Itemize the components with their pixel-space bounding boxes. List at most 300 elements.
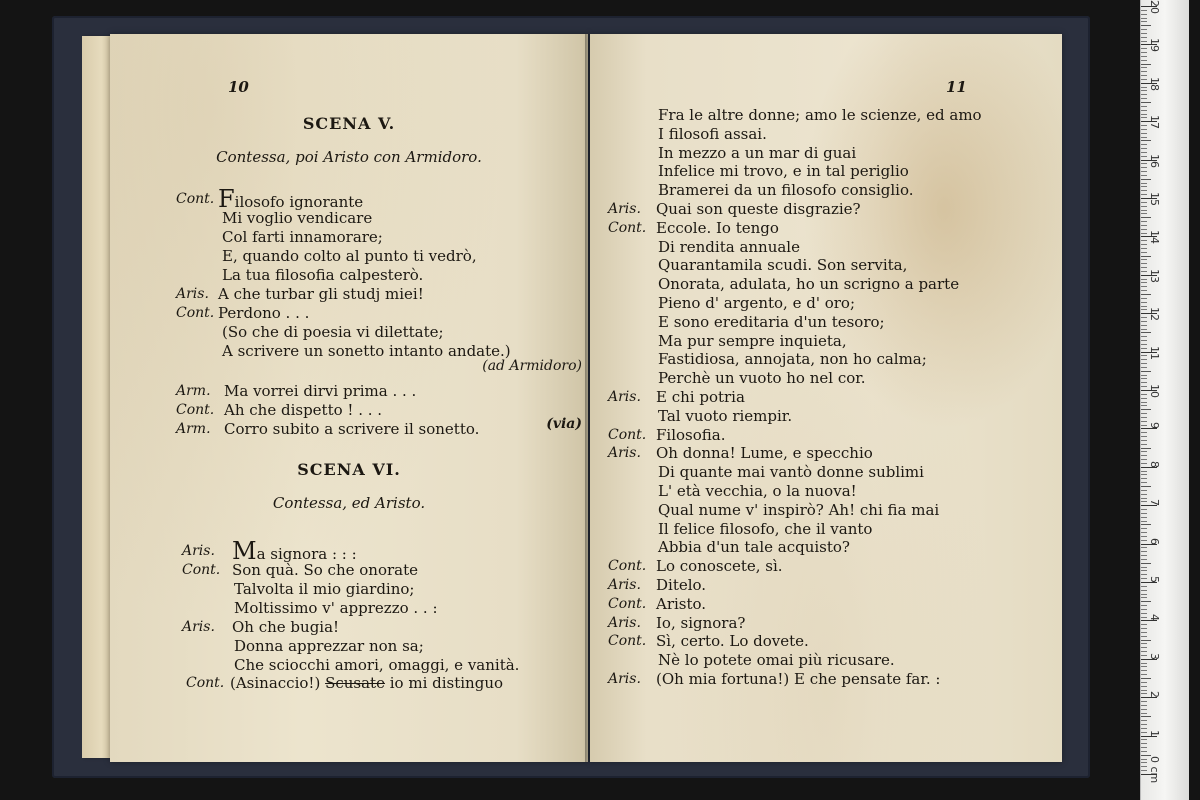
ruler-tick [1141,221,1147,222]
ruler-tick [1141,567,1147,568]
ruler-tick [1141,110,1147,111]
line-text: A scrivere un sonetto intanto andate.) [222,342,511,360]
ruler-tick [1141,156,1147,157]
line-text: Perchè un vuoto ho nel cor. [658,369,866,388]
line-text: Di rendita annuale [658,237,800,256]
line-text: Infelice mi trovo, e in tal periglio [658,162,909,181]
ruler-tick [1141,701,1147,702]
scene-vi-title: SCENA VI. [297,460,401,479]
line-text: Oh che bugia! [232,618,340,636]
ruler-tick [1141,144,1147,145]
ruler-tick [1141,183,1147,184]
ruler-tick [1141,766,1147,767]
ruler-tick [1141,375,1147,376]
ruler-tick [1141,186,1147,187]
ruler-tick [1141,317,1147,318]
ruler-tick [1141,713,1147,714]
ruler-tick [1141,263,1147,264]
dialogue-line [658,538,850,556]
ruler-tick [1141,206,1147,207]
dialogue-line [658,520,872,538]
ruler-tick [1141,279,1147,280]
line-text: Io, signora? [656,613,746,632]
line-text: Donna apprezzar non sa; [234,637,424,655]
dialogue-line [234,580,414,598]
ruler-tick [1141,732,1147,733]
dialogue-line [656,219,779,237]
dialogue-line [656,595,706,613]
dialogue-line [658,256,907,274]
line-text: Quarantamila scudi. Son servita, [658,256,908,275]
ruler-tick [1141,87,1147,88]
ruler-tick [1141,617,1147,618]
ruler-tick [1141,693,1147,694]
line-text: A che turbar gli studj miei! [218,285,424,303]
ruler-tick [1141,425,1147,426]
ruler-tick [1141,10,1147,11]
dialogue-line [658,162,909,180]
ruler-tick [1141,724,1147,725]
ruler-tick [1141,213,1147,214]
dialogue-line [658,463,924,481]
dialogue-line [234,656,519,674]
line-text: (Oh mia fortuna!) E che pensate far. : [656,670,941,688]
dialogue-line [232,561,418,579]
ruler-tick [1141,624,1147,625]
line-text: Che sciocchi amori, omaggi, e vanità. [234,656,520,674]
line-text: Fastidiosa, annojata, non ho calma; [658,350,927,369]
ruler-tick [1141,98,1147,99]
dialogue-line [230,674,503,692]
line-text: Eccole. Io tengo [656,218,779,237]
speaker-label: Cont. [176,305,215,321]
ruler-tick [1141,367,1147,368]
line-text: Onorata, adulata, ho un scrigno a parte [658,275,960,294]
dialogue-line [222,323,444,341]
ruler-tick [1141,482,1147,483]
ruler-tick [1141,60,1147,61]
dialogue-line [658,238,800,256]
ruler-tick [1141,559,1147,560]
dialogue-line [656,444,873,462]
ruler-tick [1141,444,1147,445]
dialogue-line [658,313,885,331]
ruler-tick [1141,175,1147,176]
ruler-tick [1141,524,1151,525]
ruler-tick [1141,770,1147,771]
speaker-label: Cont. [608,426,647,443]
stage-direction-via: (via) [546,416,582,432]
dialogue-line [658,294,855,312]
ruler-tick [1141,509,1147,510]
ruler-tick [1141,421,1147,422]
ruler-tick [1141,601,1151,602]
ruler-unit-label: 0 cm [1148,756,1161,784]
ruler-tick [1141,739,1147,740]
speaker-label: Aris. [182,543,215,559]
ruler-tick [1141,436,1147,437]
speaker-label: Cont. [176,402,215,418]
ruler-tick [1141,194,1147,195]
ruler-tick [1141,674,1147,675]
ruler-tick [1141,252,1147,253]
dialogue-line [656,200,861,218]
ruler-tick [1141,501,1147,502]
ruler-tick [1141,532,1147,533]
ruler-tick [1141,471,1147,472]
ruler-tick [1141,348,1147,349]
ruler-tick [1141,202,1147,203]
ruler-tick [1141,586,1147,587]
line-text: Son quà. So che onorate [232,561,418,579]
ruler-tick [1141,594,1147,595]
dialogue-line [234,599,438,617]
drop-initial: F [218,185,235,213]
ruler-tick [1141,651,1147,652]
ruler-tick [1141,102,1151,103]
dialogue-line [658,482,857,500]
struck-word: Scusate [325,674,385,692]
ruler-tick [1141,114,1147,115]
ruler-tick [1141,282,1147,283]
drop-initial: M [232,537,257,565]
ruler-tick [1141,762,1147,763]
ruler-tick [1141,459,1147,460]
ruler-tick [1141,163,1147,164]
ruler-tick [1141,225,1147,226]
dialogue-line [222,209,372,227]
line-text: Bramerei da un filosofo consiglio. [658,181,914,200]
ruler-tick [1141,48,1147,49]
speaker-label: Cont. [176,191,215,207]
ruler-number: 3 [1148,652,1161,660]
ruler-tick [1141,386,1147,387]
ruler-tick [1141,570,1147,571]
ruler-tick [1141,18,1147,19]
dialogue-line [224,382,416,400]
line-text: Corro subito a scrivere il sonetto. [224,420,480,438]
ruler-number: 5 [1148,576,1161,583]
ruler-tick [1141,14,1147,15]
dialogue-line [232,537,357,565]
ruler-tick [1141,498,1147,499]
ruler-tick [1141,409,1151,410]
ruler-tick [1141,41,1147,42]
dialogue-line [224,420,479,438]
ruler-tick [1141,363,1147,364]
ruler-tick [1141,590,1147,591]
speaker-label: Aris. [182,619,215,635]
ruler-number: 19 [1148,38,1161,53]
ruler-tick [1141,636,1147,637]
ruler-tick [1141,759,1147,760]
ruler-tick [1141,413,1147,414]
ruler-tick [1141,294,1151,295]
line-text: Perdono . . . [218,304,310,322]
line-text: E chi potria [656,388,745,406]
ruler-tick [1141,678,1151,679]
dialogue-line [656,670,941,688]
line-text: Lo conoscete, sì. [656,557,783,576]
ruler-tick [1141,405,1147,406]
ruler-tick [1141,394,1147,395]
dialogue-line [658,332,847,350]
line-text: E, quando colto al punto ti vedrò, [222,247,477,265]
line-text: L' età vecchia, o la nuova! [658,482,857,500]
ruler-tick [1141,597,1147,598]
ruler-tick [1141,21,1147,22]
dialogue-line [234,637,424,655]
ruler-tick [1141,574,1147,575]
ruler-tick [1141,117,1147,118]
ruler-tick [1141,448,1151,449]
ruler-tick [1141,609,1147,610]
dialogue-line [658,369,866,387]
ruler-number: 17 [1148,115,1161,130]
ruler-tick [1141,402,1147,403]
ruler-tick [1141,382,1147,383]
ruler-tick [1141,478,1147,479]
ruler-tick [1141,298,1147,299]
ruler-tick [1141,747,1147,748]
ruler-tick [1141,655,1147,656]
ruler-tick [1141,378,1147,379]
ruler-tick [1141,133,1147,134]
ruler-tick [1141,64,1151,65]
dialogue-line [656,632,809,650]
aside-text: (Asinaccio!) [230,674,321,692]
ruler-number: 10 [1148,384,1161,398]
ruler-number: 12 [1148,307,1161,322]
ruler-tick [1141,210,1147,211]
ruler-number: 9 [1148,422,1161,430]
line-text: Abbia d'un tale acquisto? [658,538,850,557]
line-text: In mezzo a un mar di guai [658,143,857,162]
dialogue-line [658,651,895,669]
ruler-tick [1141,94,1147,95]
ruler-tick [1141,720,1147,721]
left-page [110,34,588,762]
ruler-tick [1141,190,1147,191]
ruler-tick [1141,52,1147,53]
ruler-tick [1141,152,1147,153]
ruler-tick [1141,256,1151,257]
dialogue-line [222,342,511,360]
ruler-number: 15 [1148,192,1161,206]
line-continuation: io mi distinguo [389,674,504,692]
ruler-number: 8 [1148,460,1161,468]
dialogue-line [224,401,382,419]
ruler-tick [1141,140,1151,141]
ruler-tick [1141,309,1147,310]
dialogue-line [218,185,364,213]
ruler-tick [1141,463,1147,464]
ruler-tick [1141,79,1147,80]
ruler-tick [1141,371,1151,372]
ruler-tick [1141,248,1147,249]
ruler-tick [1141,578,1147,579]
ruler-tick [1141,455,1147,456]
line-text: Filosofia. [656,425,726,444]
speaker-label: Cont. [608,633,647,650]
ruler-tick [1141,229,1147,230]
ruler-tick [1141,643,1147,644]
ruler-tick [1141,474,1147,475]
scene-vi-subtitle: Contessa, ed Aristo. [272,494,426,512]
ruler-tick [1141,29,1147,30]
ruler-tick [1141,340,1147,341]
ruler-tick [1141,666,1147,667]
line-text: Oh donna! Lume, e specchio [656,444,873,463]
ruler-tick [1141,728,1147,729]
ruler-tick [1141,670,1147,671]
ruler-tick [1141,632,1147,633]
ruler-tick [1141,332,1151,333]
dialogue-line [658,144,856,162]
line-text: Pieno d' argento, e d' oro; [658,294,855,312]
speaker-label: Cont. [608,219,647,236]
dialogue-line [658,275,959,293]
line-text: (So che di poesia vi dilettate; [222,323,444,341]
ruler-tick [1141,705,1147,706]
ruler-tick [1141,75,1147,76]
ruler-number: 11 [1148,345,1161,360]
ruler-tick [1141,267,1147,268]
right-page [590,34,1062,762]
line-text: Talvolta il mio giardino; [234,580,415,598]
ruler-tick [1141,359,1147,360]
ruler-tick [1141,167,1147,168]
speaker-label: Aris. [608,389,641,405]
ruler-tick [1141,321,1147,322]
ruler-tick [1141,171,1147,172]
ruler-number: 7 [1148,499,1161,507]
ruler-tick [1141,613,1147,614]
ruler-tick [1141,137,1147,138]
ruler-number: 6 [1148,537,1161,545]
speaker-label: Cont. [608,595,647,612]
ruler-tick [1141,329,1147,330]
line-text: Aristo. [656,594,707,613]
ruler-tick [1141,490,1147,491]
speaker-label: Aris. [608,445,641,462]
dialogue-line [222,247,477,265]
line-text: Qual nume v' inspirò? Ah! chi fia mai [658,500,940,519]
dialogue-line [656,557,783,575]
line-text: Sì, certo. Lo dovete. [656,632,809,651]
ruler-tick [1141,709,1147,710]
line-text: Tal vuoto riempir. [658,406,793,425]
dialogue-line [656,576,706,594]
speaker-label: Cont. [186,675,225,691]
ruler-tick [1141,647,1147,648]
dialogue-line [658,106,982,124]
ruler-tick [1141,25,1151,26]
ruler-tick [1141,521,1147,522]
line-text: Ditelo. [656,576,707,594]
speaker-label: Cont. [608,558,647,575]
right-page-number: 11 [946,78,967,96]
ruler-tick [1141,125,1147,126]
speaker-label: Arm. [176,421,211,437]
speaker-label: Aris. [608,577,641,593]
dialogue-line [658,181,913,199]
line-text: a signora : : : [256,545,357,563]
ruler-tick [1141,486,1151,487]
ruler-tick [1141,440,1147,441]
ruler-tick [1141,71,1147,72]
ruler-tick [1141,555,1147,556]
dialogue-line [656,388,745,406]
scene-v-title: SCENA V. [302,114,396,133]
ruler-tick [1141,432,1147,433]
ruler-tick [1141,106,1147,107]
ruler-tick [1141,751,1147,752]
ruler-tick [1141,528,1147,529]
ruler-tick [1141,336,1147,337]
dialogue-line [232,618,339,636]
ruler-tick [1141,259,1147,260]
ruler-tick [1141,690,1147,691]
line-text: E sono ereditaria d'un tesoro; [658,312,885,331]
ruler-tick [1141,37,1147,38]
ruler-tick [1141,686,1147,687]
line-text: Ma vorrei dirvi prima . . . [224,382,417,400]
ruler-tick [1141,56,1147,57]
dialogue-line [656,614,745,632]
ruler-tick [1141,494,1147,495]
ruler-tick [1141,344,1147,345]
stage-direction-ad-armidoro: (ad Armidoro) [482,358,582,374]
ruler-tick [1141,551,1147,552]
ruler-tick [1141,417,1147,418]
speaker-label: Cont. [182,562,221,578]
ruler-number: 4 [1148,614,1161,622]
ruler-tick [1141,302,1147,303]
ruler-tick [1141,398,1147,399]
dialogue-line [222,228,383,246]
dialogue-line [658,501,939,519]
ruler-tick [1141,271,1147,272]
ruler-number: 20 [1148,0,1161,14]
ruler-tick [1141,240,1147,241]
ruler-tick [1141,605,1147,606]
ruler-number: 16 [1148,153,1161,168]
ruler-tick [1141,306,1147,307]
ruler-tick [1141,33,1147,34]
ruler-tick [1141,290,1147,291]
ruler-tick [1141,540,1147,541]
ruler-tick [1141,451,1147,452]
dialogue-line [218,304,309,322]
ruler-tick [1141,244,1147,245]
line-text: Moltissimo v' apprezzo . . : [234,599,438,617]
left-page-number: 10 [228,78,249,96]
scene-v-subtitle: Contessa, poi Aristo con Armidoro. [216,148,482,166]
line-text: Mi voglio vendicare [222,209,373,227]
speaker-label: Aris. [608,614,641,631]
ruler-tick [1141,67,1147,68]
ruler-number: 14 [1148,230,1161,245]
ruler-tick [1141,325,1147,326]
line-text: Col farti innamorare; [222,228,383,246]
dialogue-line [658,407,792,425]
ruler-tick [1141,513,1147,514]
dialogue-line [658,125,767,143]
line-text: Nè lo potete omai più ricusare. [658,651,895,670]
ruler-tick [1141,716,1151,717]
ruler-number: 1 [1148,729,1161,737]
